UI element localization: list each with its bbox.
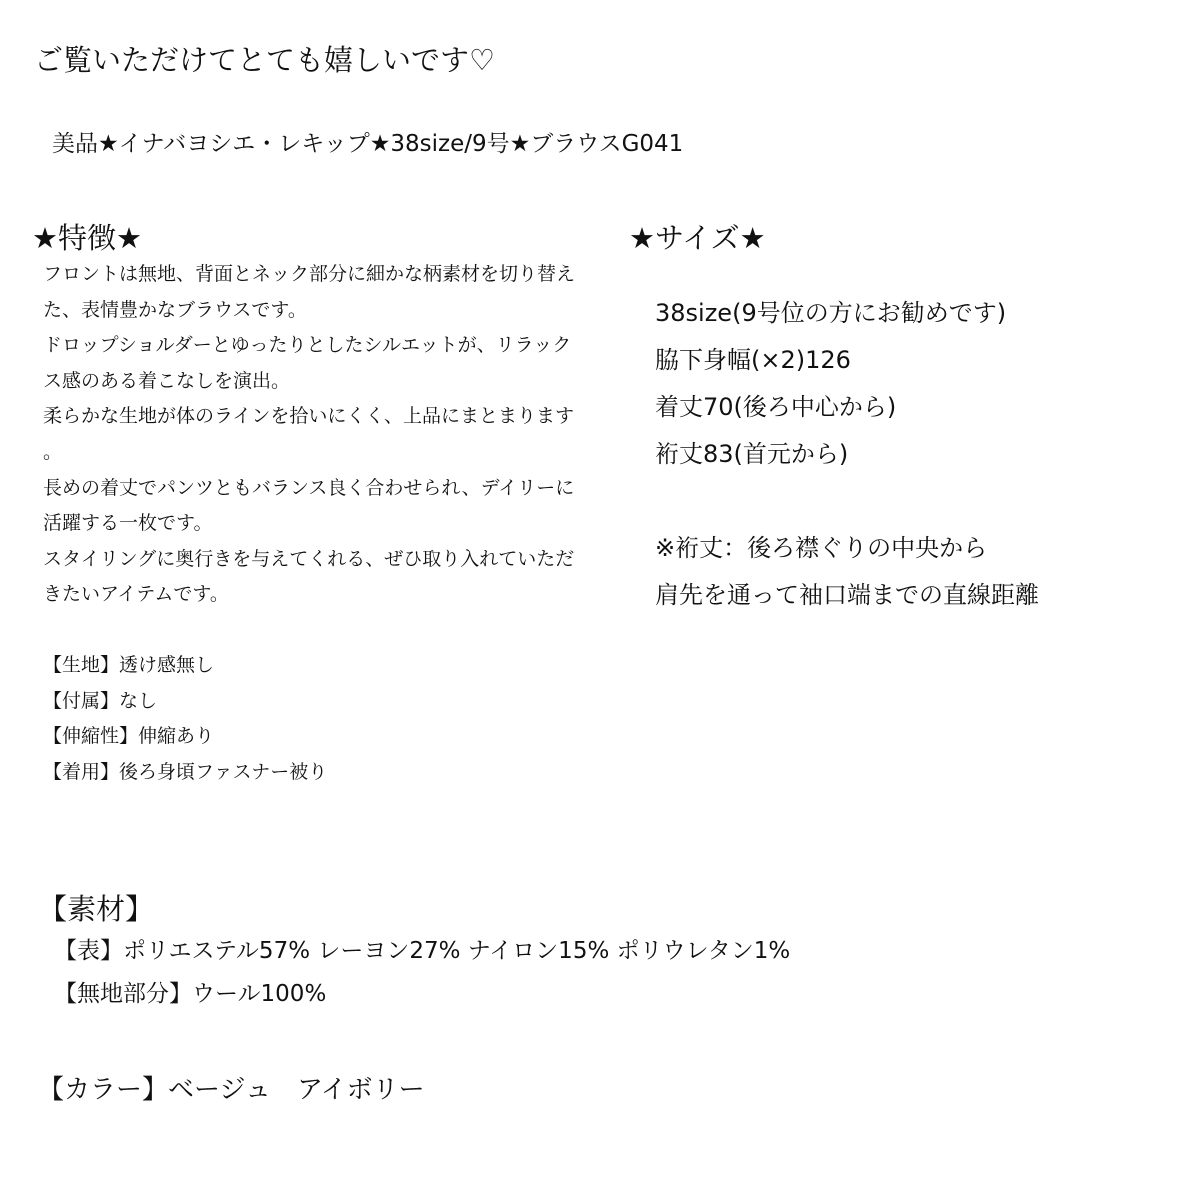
features-line: 柔らかな生地が体のラインを拾いにくく、上品にまとまります [43, 405, 575, 428]
features-line: スタイリングに奥行きを与えてくれる、ぜひ取り入れていただ [43, 547, 575, 570]
spec-accessories: 【付属】なし [43, 689, 158, 712]
spec-list [43, 648, 327, 790]
features-heading: ★特徴★ [32, 221, 142, 255]
size-heading: ★サイズ★ [629, 221, 766, 255]
features-line: ドロップショルダーとゆったりとしたシルエットが、リラック [43, 334, 572, 357]
size-details [655, 290, 1039, 619]
features-line: た、表情豊かなブラウスです。 [43, 298, 307, 321]
material-heading: 【素材】 [38, 892, 155, 926]
size-line: 38size(9号位の方にお勧めです) [655, 299, 1007, 327]
size-line: 着丈70(後ろ中心から) [655, 393, 897, 421]
size-note: 肩先を通って袖口端までの直線距離 [655, 581, 1039, 609]
material-line: 【表】ポリエステル57% レーヨン27% ナイロン15% ポリウレタン1% [54, 938, 791, 964]
features-line: 活躍する一枚です。 [43, 512, 213, 535]
material-line: 【無地部分】ウール100% [54, 981, 327, 1007]
size-note: ※裄丈：後ろ襟ぐりの中央から [655, 534, 988, 562]
greeting-text: ご覧いただけてとても嬉しいです♡ [34, 43, 495, 77]
features-line: フロントは無地、背面とネック部分に細かな柄素材を切り替え [43, 263, 576, 285]
features-line: 。 [43, 440, 63, 463]
spec-wearing: 【着用】後ろ身頃ファスナー被り [43, 760, 328, 783]
size-line: 裄丈83(首元から) [655, 440, 849, 468]
features-line: きたいアイテムです。 [43, 583, 229, 606]
features-line: ス感のある着こなしを演出。 [43, 369, 291, 392]
spec-stretch: 【伸縮性】伸縮あり [43, 725, 215, 748]
material-details [54, 930, 790, 1016]
color-info: 【カラー】ベージュ アイボリー [38, 1075, 425, 1105]
spec-fabric: 【生地】透け感無し [43, 654, 215, 676]
features-description [43, 257, 603, 613]
size-line: 脇下身幅(×2)126 [655, 346, 851, 374]
product-title: 美品★イナバヨシエ・レキップ★38size/9号★ブラウスG041 [52, 131, 684, 157]
features-line: 長めの着丈でパンツともバランス良く合わせられ、デイリーに [43, 476, 575, 499]
size-spacer [655, 478, 1039, 525]
